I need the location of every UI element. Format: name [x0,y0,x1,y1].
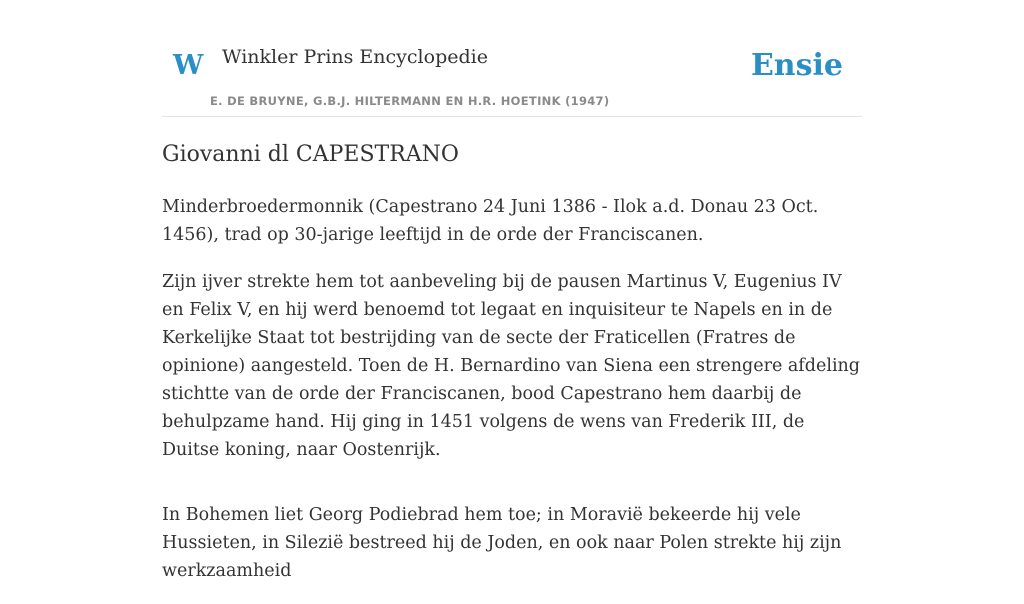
article-paragraph: Zijn ijver strekte hem tot aanbeveling bij de pausen Martinus V, Eugenius IV en Felix V, en hij werd benoemd tot legaat en inquisiteur te Napels en in de Kerkelijke Staat tot bestrijding van de secte der Fraticellen (Fratres de opinione) aangesteld. Toen de H. Bernardino van Siena een strengere afdeling stichtte van de orde der Franciscanen, bood Capestrano hem daarbij de behulpzame hand. Hij ging in 1451 volgens de wens van Frederik III, de Duitse koning, naar Oostenrijk. [162,272,861,460]
winkler-prins-logo[interactable]: W [173,50,204,81]
ensie-logo-link[interactable]: Ensie [750,48,843,83]
publication-authors: E. DE BRUYNE, G.B.J. HILTERMANN EN H.R. HOETINK (1947) [210,94,610,108]
article-paragraph: In Bohemen liet Georg Podiebrad hem toe; in Moravië bekeerde hij vele Hussieten, in Silezië bestreed hij de Joden, en ook naar Polen strekte hij zijn werkzaamheid [162,505,842,581]
article-paragraph: Minderbroedermonnik (Capestrano 24 Juni 1386 - Ilok a.d. Donau 23 Oct. 1456), trad op 30-jarige leeftijd in de orde der Franciscanen. [162,197,819,245]
publication-title[interactable]: Winkler Prins Encyclopedie [222,46,488,68]
site-header [162,0,862,117]
article-title: Giovanni dl CAPESTRANO [162,142,459,167]
article-body [162,140,862,604]
